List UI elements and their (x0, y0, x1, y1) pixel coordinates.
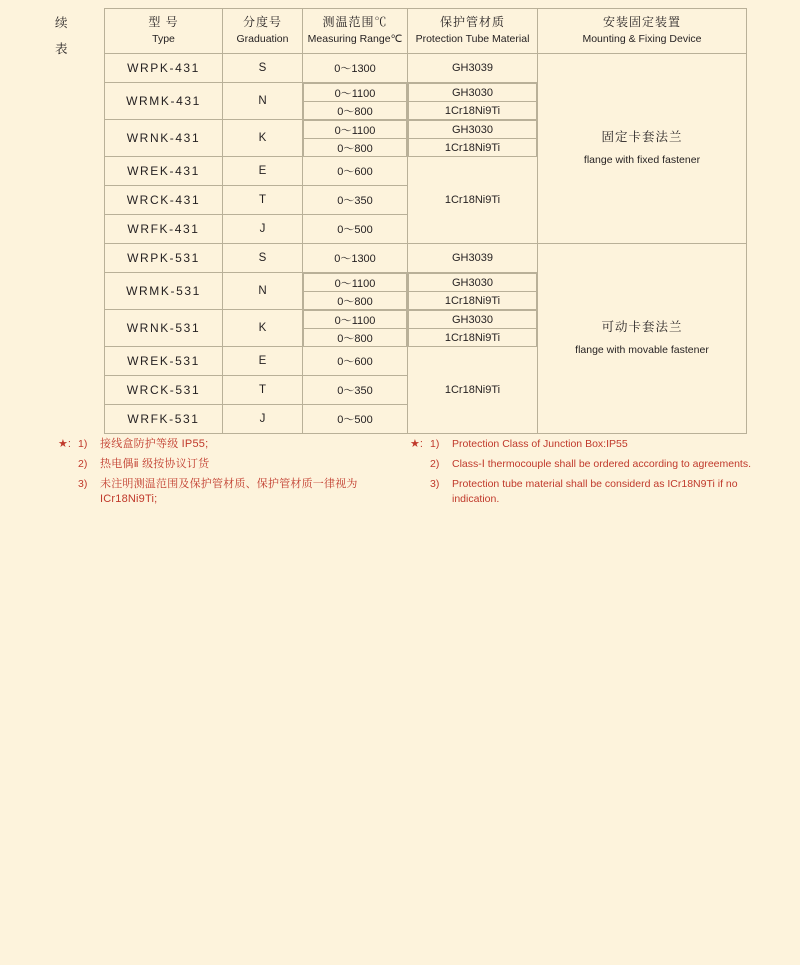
cell-type: WRFK-531 (105, 405, 223, 434)
list-item (430, 437, 770, 452)
footnotes-english (410, 437, 770, 517)
list-item (430, 457, 770, 472)
header-measuring-range: 测温范围℃ Measuring Range℃ (303, 9, 408, 54)
cell-graduation: N (223, 273, 303, 310)
cell-graduation: T (223, 186, 303, 215)
cell-graduation: J (223, 405, 303, 434)
header-mounting-fixing-device: 安装固定装置 Mounting & Fixing Device (538, 9, 747, 54)
cell-type: WRNK-531 (105, 310, 223, 347)
footnote-group (410, 437, 770, 512)
cell-material-split (408, 310, 538, 347)
cell-material: GH3030 (409, 311, 537, 329)
table-row (105, 244, 747, 273)
cell-range-split (303, 310, 408, 347)
cell-material: GH3039 (408, 54, 538, 83)
cell-graduation: S (223, 54, 303, 83)
table-header-row (105, 9, 747, 54)
footnote-text: 未注明测温范围及保护管材质、保护管材质一律视为 ICr18Ni9Ti; (100, 478, 358, 505)
cell-graduation: K (223, 310, 303, 347)
cell-range: 0～800 (304, 139, 407, 157)
footnotes-chinese (58, 437, 398, 517)
cell-type: WRCK-531 (105, 376, 223, 405)
cell-graduation: E (223, 347, 303, 376)
cell-range: 0～1100 (304, 311, 407, 329)
cell-graduation: K (223, 120, 303, 157)
cell-mounting-device: 可动卡套法兰 flange with movable fastener (538, 244, 747, 434)
header-protection-tube-material: 保护管材质 Protection Tube Material (408, 9, 538, 54)
cell-material: 1Cr18Ni9Ti (409, 102, 537, 120)
cell-material-split (408, 273, 538, 310)
continued-label-line2: 表 (55, 42, 69, 56)
footnote-items (78, 437, 398, 512)
cell-material: GH3030 (409, 84, 537, 102)
cell-graduation: S (223, 244, 303, 273)
cell-material: 1Cr18Ni9Ti (409, 139, 537, 157)
cell-range-split (303, 120, 408, 157)
cell-material: GH3030 (409, 121, 537, 139)
continued-table-label (55, 10, 95, 62)
cell-graduation: N (223, 83, 303, 120)
footnote-text: Class-Ⅰ thermocouple shall be ordered according to agreements. (452, 458, 752, 470)
cell-material-merged: 1Cr18Ni9Ti (408, 347, 538, 434)
footnote-number: 1) (430, 438, 440, 450)
specifications-table-wrapper (104, 8, 746, 434)
cell-range: 0～1100 (304, 121, 407, 139)
cell-type: WRMK-531 (105, 273, 223, 310)
cell-type: WRFK-431 (105, 215, 223, 244)
cell-range: 0～1300 (303, 244, 408, 273)
cell-range-split (303, 83, 408, 120)
header-type: 型 号 Type (105, 9, 223, 54)
cell-type: WREK-431 (105, 157, 223, 186)
list-item (430, 477, 770, 507)
cell-material: 1Cr18Ni9Ti (409, 292, 537, 310)
cell-range: 0～1300 (303, 54, 408, 83)
header-graduation: 分度号 Graduation (223, 9, 303, 54)
cell-range: 0～350 (303, 376, 408, 405)
cell-graduation: T (223, 376, 303, 405)
cell-type: WRCK-431 (105, 186, 223, 215)
star-icon: ★: (410, 438, 423, 450)
cell-range: 0～800 (304, 292, 407, 310)
cell-type: WRNK-431 (105, 120, 223, 157)
cell-graduation: E (223, 157, 303, 186)
cell-material: GH3039 (408, 244, 538, 273)
footnote-text: 热电偶ⅱ 级按协议订货 (100, 458, 210, 470)
cell-range: 0～500 (303, 215, 408, 244)
cell-range: 0～800 (304, 102, 407, 120)
cell-range: 0～1100 (304, 84, 407, 102)
cell-mounting-device: 固定卡套法兰 flange with fixed fastener (538, 54, 747, 244)
cell-range: 0～600 (303, 157, 408, 186)
cell-range-split (303, 273, 408, 310)
cell-graduation: J (223, 215, 303, 244)
cell-range: 0～350 (303, 186, 408, 215)
footnote-number: 2) (430, 458, 440, 470)
footnote-text: Protection tube material shall be considerd as ICr18N9Ti if no indication. (452, 478, 738, 505)
cell-range: 0～800 (304, 329, 407, 347)
footnote-number: 1) (78, 438, 88, 450)
cell-type: WRMK-431 (105, 83, 223, 120)
footnote-number: 3) (430, 478, 440, 490)
footnote-number: 2) (78, 458, 88, 470)
cell-type: WRPK-431 (105, 54, 223, 83)
footnote-text: Protection Class of Junction Box:IP55 (452, 438, 628, 450)
cell-range: 0～500 (303, 405, 408, 434)
list-item (78, 477, 398, 507)
cell-material: 1Cr18Ni9Ti (409, 329, 537, 347)
list-item (78, 457, 398, 472)
star-icon: ★: (58, 438, 71, 450)
continued-label-line1: 续 (55, 16, 69, 30)
table-row (105, 54, 747, 83)
cell-material-split (408, 83, 538, 120)
cell-range: 0～600 (303, 347, 408, 376)
specifications-table (104, 8, 747, 434)
footnote-text: 接线盒防护等级 IP55; (100, 438, 209, 450)
cell-type: WREK-531 (105, 347, 223, 376)
footnote-number: 3) (78, 478, 88, 490)
cell-type: WRPK-531 (105, 244, 223, 273)
cell-material-split (408, 120, 538, 157)
cell-material-merged: 1Cr18Ni9Ti (408, 157, 538, 244)
list-item (78, 437, 398, 452)
footnote-group (58, 437, 398, 512)
cell-material: GH3030 (409, 274, 537, 292)
cell-range: 0～1100 (304, 274, 407, 292)
footnote-items (430, 437, 770, 512)
